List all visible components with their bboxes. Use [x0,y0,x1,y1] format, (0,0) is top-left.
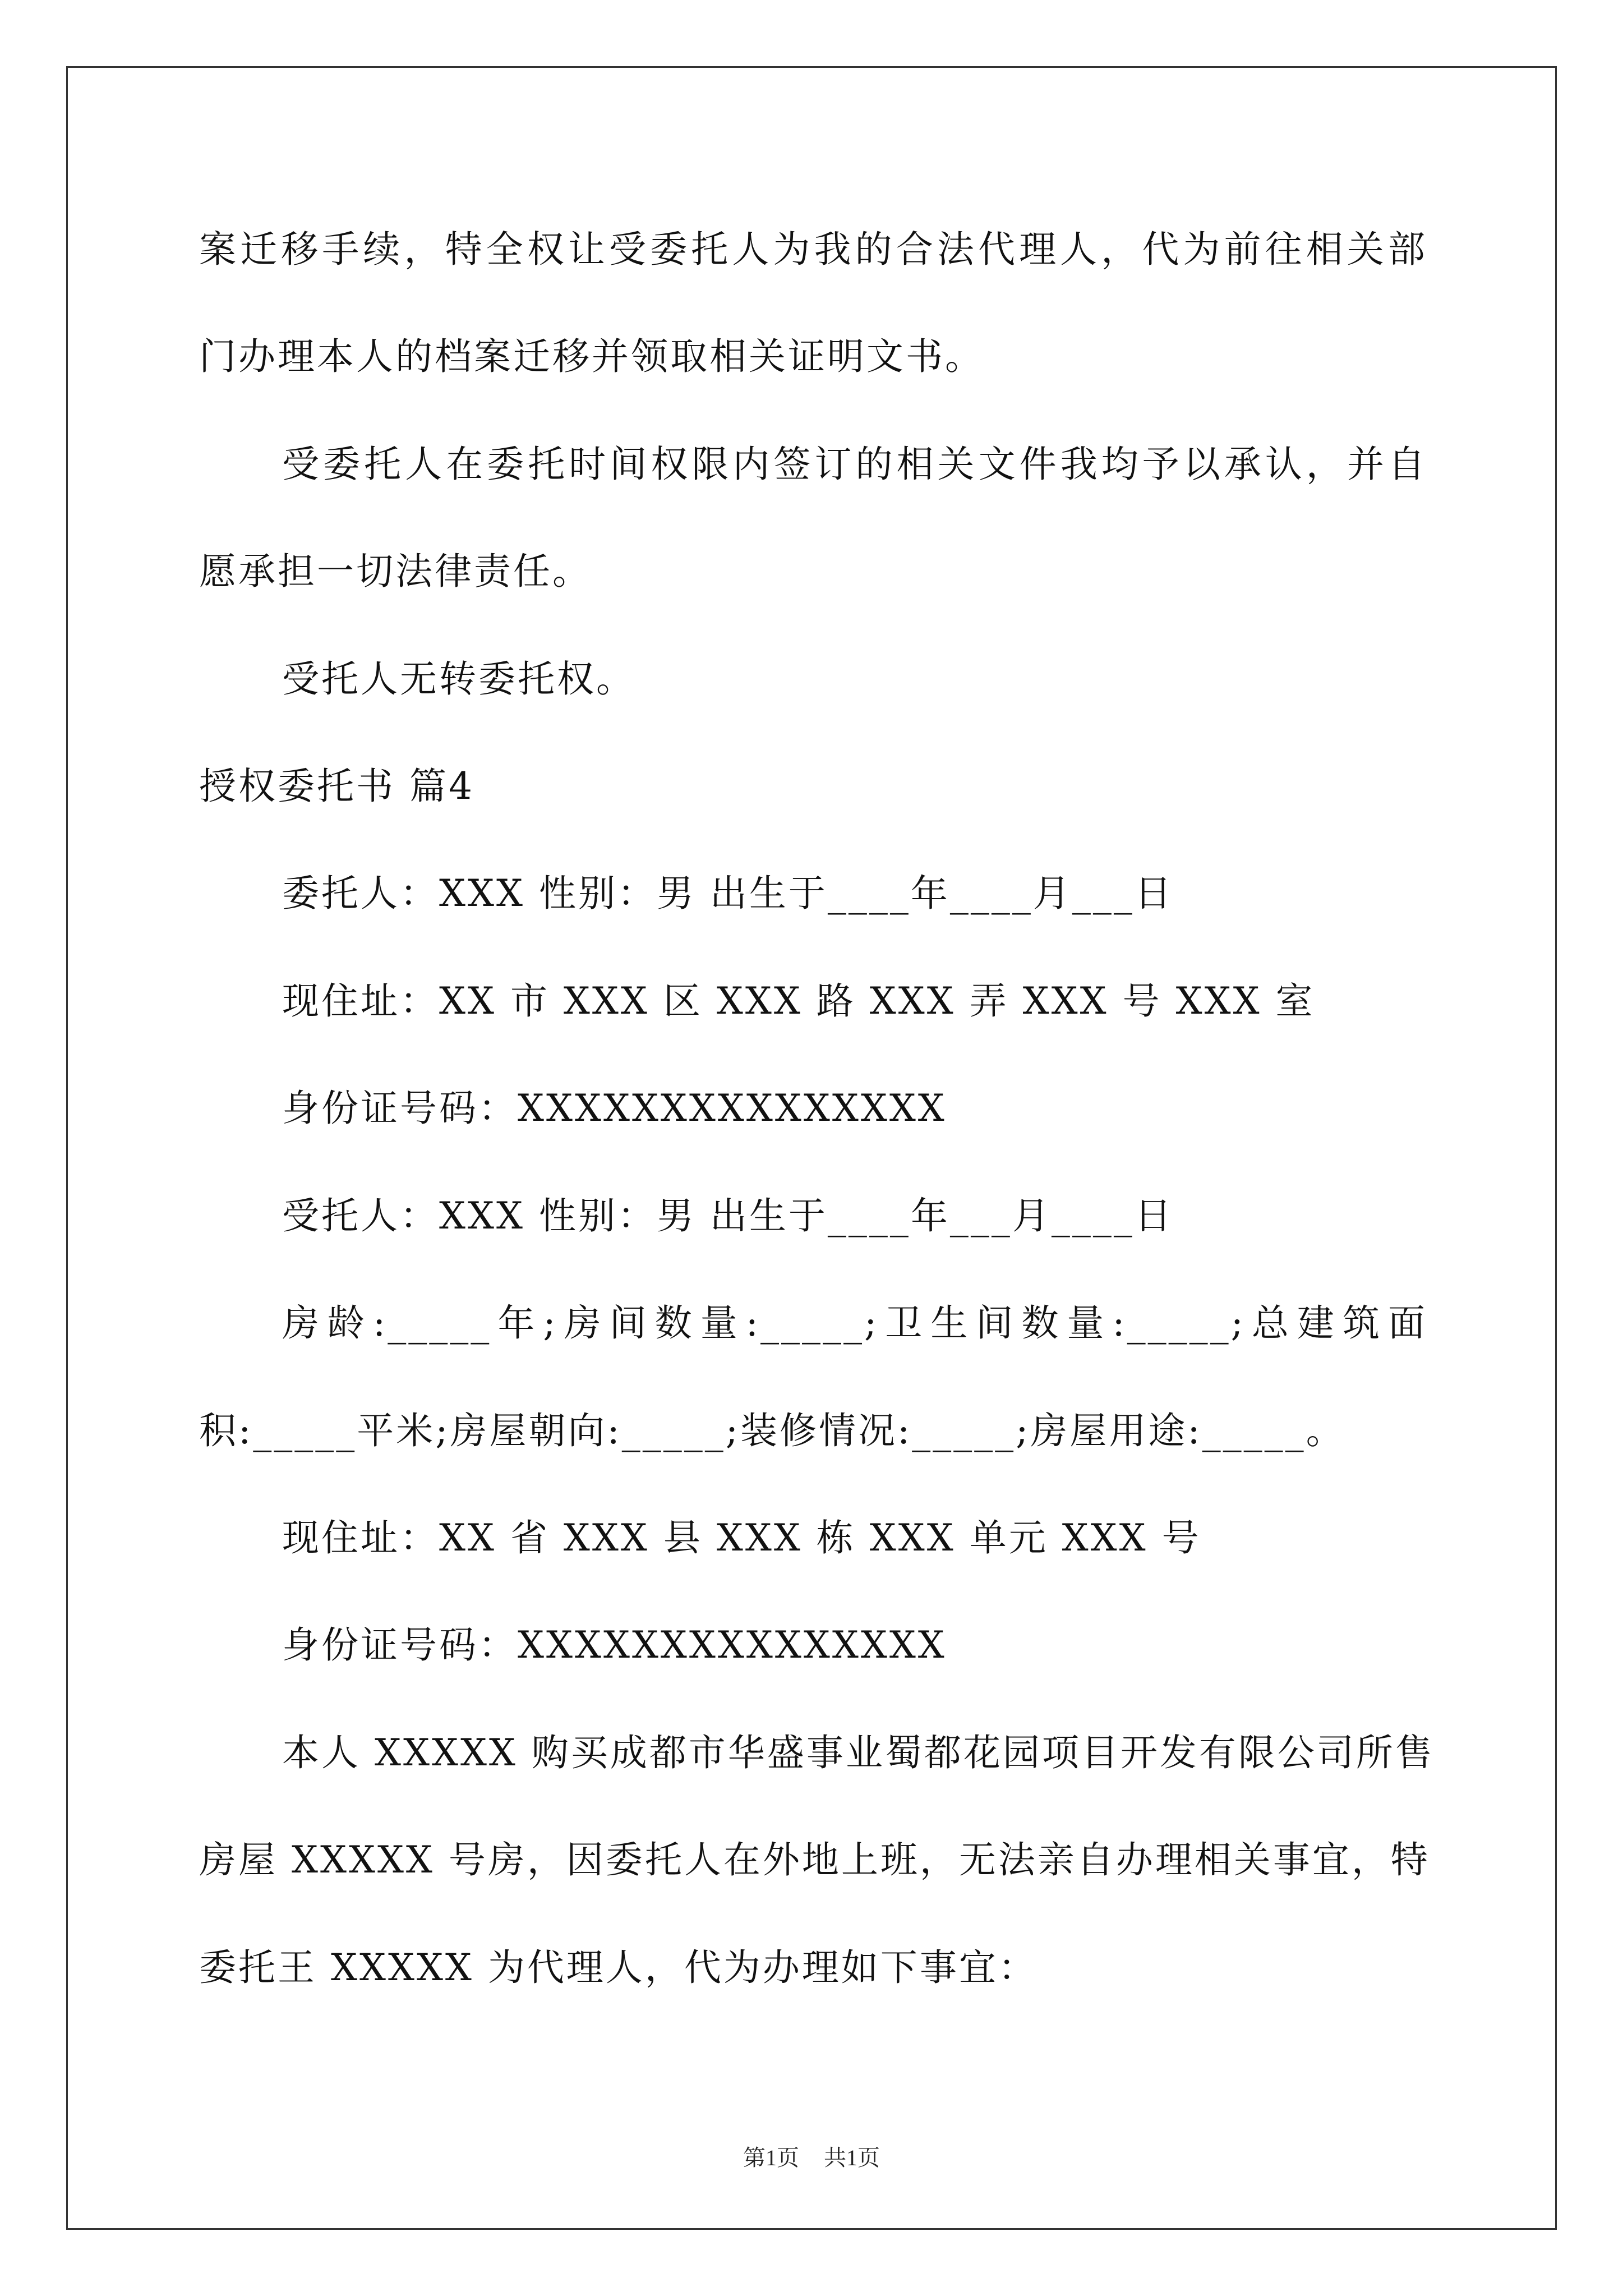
paragraph-line: 房龄:_____年;房间数量:_____;卫生间数量:_____;总建筑面 [282,1301,1427,1345]
paragraph-line: 本人 XXXXX 购买成都市华盛事业蜀都花园项目开发有限公司所售 [282,1731,1435,1774]
paragraph-line: 身份证号码：XXXXXXXXXXXXXXX [282,1087,947,1130]
paragraph-line: 现住址：XX 省 XXX 县 XXX 栋 XXX 单元 XXX 号 [282,1516,1201,1559]
page-total: 共1页 [824,2145,880,2170]
section-heading: 授权委托书 篇4 [199,765,474,808]
page-number: 第1页 [743,2145,799,2170]
paragraph-line: 委托王 XXXXX 为代理人，代为办理如下事宜： [199,1946,1038,1989]
paragraph-line: 身份证号码：XXXXXXXXXXXXXXX [282,1623,947,1667]
paragraph-line: 门办理本人的档案迁移并领取相关证明文书。 [199,335,984,378]
page-border [66,66,1557,2230]
paragraph-line: 房屋 XXXXX 号房，因委托人在外地上班，无法亲自办理相关事宜，特 [199,1838,1430,1881]
paragraph-line: 委托人：XXX 性别：男 出生于____年____月___日 [282,872,1174,915]
paragraph-line: 积:_____平米;房屋朝向:_____;装修情况:_____;房屋用途:_____。 [199,1409,1345,1452]
paragraph-line: 受托人无转委托权。 [282,657,635,701]
paragraph-line: 现住址：XX 市 XXX 区 XXX 路 XXX 弄 XXX 号 XXX 室 [282,979,1315,1023]
paragraph-line: 案迁移手续，特全权让受委托人为我的合法代理人，代为前往相关部 [199,228,1427,271]
paragraph-line: 受委托人在委托时间权限内签订的相关文件我均予以承认，并自 [282,443,1427,486]
paragraph-line: 受托人：XXX 性别：男 出生于____年___月____日 [282,1194,1174,1237]
paragraph-line: 愿承担一切法律责任。 [199,550,592,593]
page-footer [0,2140,1623,2172]
